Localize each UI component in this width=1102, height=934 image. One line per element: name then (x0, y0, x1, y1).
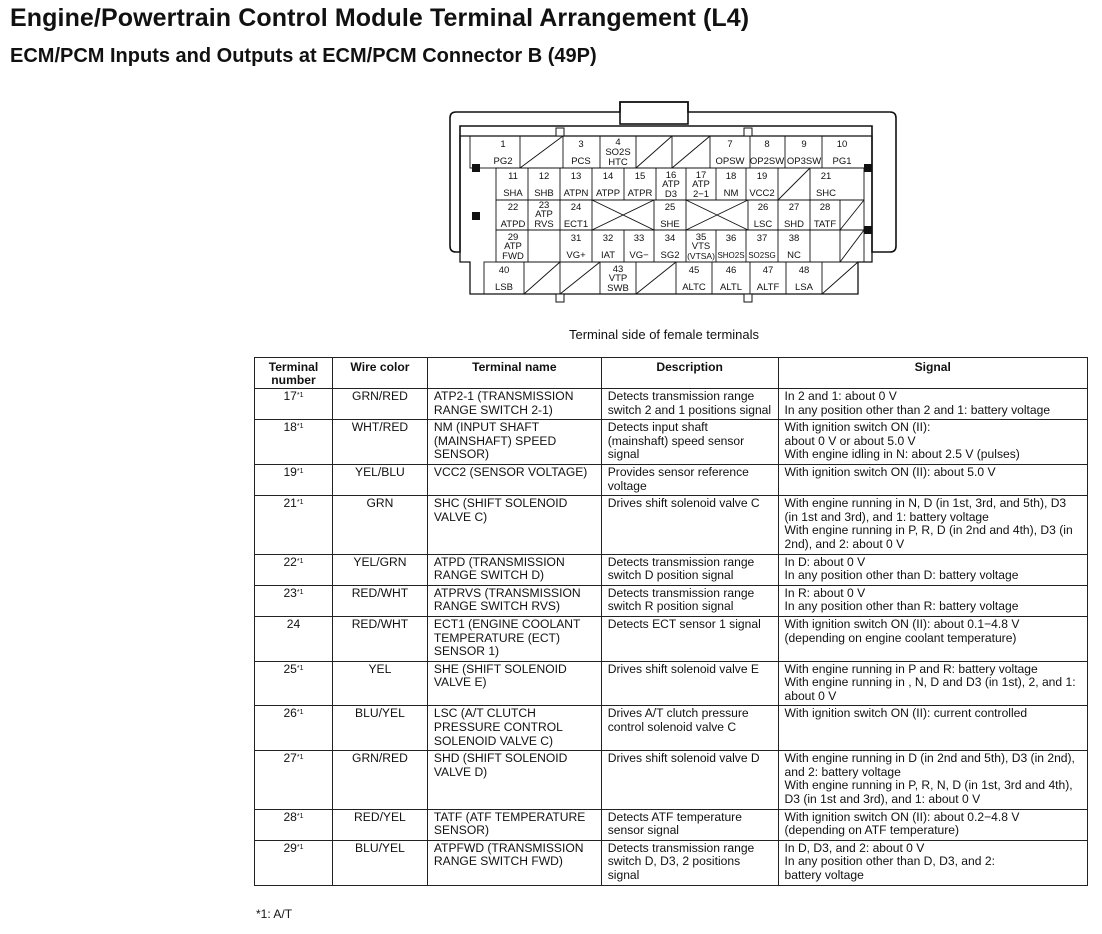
pin-label: SHC (815, 188, 837, 199)
pin-label: SG2 (660, 250, 680, 261)
signal-cell (778, 616, 1088, 661)
signal-line: In D: about 0 V (784, 554, 866, 569)
signal-cell (778, 554, 1088, 585)
terminal-number: 21 (283, 496, 297, 511)
pin-label: 2−1 (692, 189, 710, 200)
footnote-ref: *1 (296, 664, 304, 672)
footnote-ref: *1 (296, 843, 304, 851)
signal-cell (778, 809, 1088, 840)
footnote-ref: *1 (296, 392, 304, 399)
wire-color-cell: GRN (332, 496, 427, 554)
pin-label: ATPD (500, 219, 526, 230)
signal-line: With ignition switch ON (II): about 5.0 V (784, 464, 996, 479)
terminal-number: 17 (283, 389, 297, 403)
signal-line: With ignition switch ON (II): about 0.2−4.8 V (depending on ATF temperature) (784, 809, 1020, 838)
pin-label: PG2 (493, 156, 513, 167)
terminal-name-cell: ATPRVS (TRANSMISSION RANGE SWITCH RVS) (427, 585, 601, 616)
pin-number: 1 (500, 139, 506, 150)
wire-color-cell: YEL (332, 661, 427, 706)
pin-number: 32 (602, 233, 614, 244)
pin-number: 33 (633, 233, 645, 244)
wire-color-cell: GRN/RED (332, 389, 427, 420)
table-row (255, 809, 1088, 840)
footnote-ref: *1 (296, 588, 304, 596)
table-row (255, 751, 1088, 809)
description-cell: Detects transmission range switch D, D3, 2 positions signal (601, 840, 778, 885)
footnote: *1: A/T (256, 907, 293, 921)
terminal-name-cell: SHC (SHIFT SOLENOID VALVE C) (427, 496, 601, 554)
signal-cell (778, 706, 1088, 751)
pin-label: OP2SW (749, 156, 785, 167)
signal-line: With engine running in P, R, D (in 2nd and 4th), D3 (in 2nd), and 2: about 0 V (784, 523, 1073, 551)
description-cell: Drives shift solenoid valve E (601, 661, 778, 706)
terminal-number: 25 (283, 661, 297, 676)
pin-label: SHD (783, 219, 805, 230)
pin-number: 21 (820, 171, 832, 182)
pin-label: PG1 (832, 156, 852, 167)
pin-label: OPSW (715, 156, 745, 167)
terminal-number-cell (255, 420, 333, 465)
terminal-number-cell (255, 585, 333, 616)
description-cell: Detects transmission range switch D position signal (601, 554, 778, 585)
pin-label: ALTL (719, 282, 743, 293)
terminal-name-cell: ATPD (TRANSMISSION RANGE SWITCH D) (427, 554, 601, 585)
pin-number: 43 (612, 264, 624, 275)
terminal-number: 18 (283, 420, 297, 435)
table-header-row (255, 358, 1088, 389)
pin-label: PCS (571, 156, 591, 167)
signal-cell (778, 496, 1088, 554)
signal-line: With ignition switch ON (II): (784, 420, 931, 435)
header-wire-color: Wire color (332, 358, 427, 389)
table-row (255, 616, 1088, 661)
terminal-name-cell: NM (INPUT SHAFT (MAINSHAFT) SPEED SENSOR) (427, 420, 601, 465)
pin-label: VG− (629, 250, 649, 261)
pin-number: 36 (725, 233, 737, 244)
pin-number: 47 (762, 265, 774, 276)
signal-cell (778, 661, 1088, 706)
signal-line: In any position other than D: battery voltage (784, 568, 1019, 583)
table-row (255, 661, 1088, 706)
signal-cell (778, 585, 1088, 616)
pin-number: 24 (570, 202, 582, 213)
pin-number: 13 (570, 171, 582, 182)
wire-color-cell: YEL/BLU (332, 464, 427, 495)
pin-label: VTP (608, 273, 628, 284)
description-cell: Drives shift solenoid valve C (601, 496, 778, 554)
pin-label: LSC (753, 219, 773, 230)
pin-number: 19 (756, 171, 768, 182)
pin-number: 35 (695, 232, 707, 243)
signal-cell (778, 751, 1088, 809)
terminal-number: 19 (283, 464, 297, 479)
signal-line: With engine running in N, D (in 1st, 3rd, and 5th), D3 (in 1st and 3rd), and 1: battery voltage (784, 496, 1067, 524)
pin-label: HTC (608, 157, 628, 168)
signal-line: In 2 and 1: about 0 V (784, 389, 897, 403)
terminal-number: 22 (283, 554, 297, 569)
pin-number: 23 (538, 200, 550, 211)
footnote-ref: *1 (296, 423, 304, 431)
terminal-number-cell (255, 554, 333, 585)
terminal-number-cell (255, 496, 333, 554)
description-cell: Detects ATF temperature sensor signal (601, 809, 778, 840)
pin-label: ATPR (627, 188, 653, 199)
pin-label: LSA (795, 282, 813, 293)
pin-number: 15 (634, 171, 646, 182)
signal-line: In any position other than D, D3, and 2: (784, 854, 995, 869)
wire-color-cell: RED/YEL (332, 809, 427, 840)
signal-cell (778, 389, 1088, 420)
description-cell: Drives shift solenoid valve D (601, 751, 778, 809)
pin-label: ATP (692, 179, 710, 190)
signal-cell (778, 840, 1088, 885)
wire-color-cell: YEL/GRN (332, 554, 427, 585)
table-row (255, 420, 1088, 465)
table-row (255, 496, 1088, 554)
terminal-name-cell: ECT1 (ENGINE COOLANT TEMPERATURE (ECT) SENSOR 1) (427, 616, 601, 661)
table-body (255, 389, 1088, 886)
pin-number: 27 (788, 202, 800, 213)
pin-number: 38 (788, 233, 800, 244)
pin-label: NM (723, 188, 739, 199)
signal-line: In R: about 0 V (784, 585, 866, 600)
terminal-number-cell (255, 661, 333, 706)
pin-label: RVS (534, 219, 554, 230)
signal-line: battery voltage (784, 868, 864, 882)
signal-line: With engine idling in N: about 2.5 V (pulses) (784, 447, 1020, 462)
pin-label: SO2SG (748, 251, 776, 260)
signal-line: In any position other than 2 and 1: battery voltage (784, 402, 1051, 417)
description-cell: Detects ECT sensor 1 signal (601, 616, 778, 661)
signal-line: With engine running in D (in 2nd and 5th), D3 (in 2nd), and 2: battery voltage (784, 751, 1075, 779)
table-row (255, 706, 1088, 751)
description-cell: Detects transmission range switch R position signal (601, 585, 778, 616)
terminal-name-cell: LSC (A/T CLUTCH PRESSURE CONTROL SOLENOID VALVE C) (427, 706, 601, 751)
footnote-ref: *1 (296, 467, 304, 475)
pin-label: ATPN (563, 188, 589, 199)
pin-label: OP3SW (786, 156, 822, 167)
terminal-number: 27 (283, 751, 297, 766)
terminal-table (254, 357, 1088, 886)
terminal-number-cell (255, 840, 333, 885)
pin-label: ATP (504, 241, 522, 252)
table-row (255, 554, 1088, 585)
table-row (255, 585, 1088, 616)
wire-color-cell: RED/WHT (332, 616, 427, 661)
wire-color-cell: GRN/RED (332, 751, 427, 809)
signal-line: With engine running in , N, D and D3 (in 1st), 2, and 1: about 0 V (784, 675, 1076, 703)
pin-number: 10 (836, 139, 848, 150)
pin-label: SO2S (605, 147, 631, 158)
terminal-number: 29 (283, 840, 297, 855)
pin-label: IAT (600, 250, 616, 261)
signal-line: In D, D3, and 2: about 0 V (784, 840, 925, 855)
terminal-number-cell (255, 464, 333, 495)
description-cell: Detects input shaft (mainshaft) speed sensor signal (601, 420, 778, 465)
pin-number: 40 (498, 265, 510, 276)
pin-number: 26 (757, 202, 769, 213)
table-row (255, 840, 1088, 885)
terminal-number-cell (255, 751, 333, 809)
signal-cell (778, 464, 1088, 495)
terminal-name-cell: ATPFWD (TRANSMISSION RANGE SWITCH FWD) (427, 840, 601, 885)
page-subtitle: ECM/PCM Inputs and Outputs at ECM/PCM Connector B (49P) (10, 45, 597, 67)
table-row (255, 389, 1088, 420)
pin-label: ATP (662, 179, 680, 190)
pin-label: LSB (495, 282, 513, 293)
pin-label: FWD (502, 251, 524, 262)
pin-number: 9 (801, 139, 807, 150)
pin-number: 16 (665, 170, 677, 181)
terminal-name-cell: SHE (SHIFT SOLENOID VALVE E) (427, 661, 601, 706)
pin-label: SWB (607, 283, 629, 294)
pin-label: SHB (534, 188, 554, 199)
footnote-ref: *1 (296, 812, 304, 820)
signal-line: With ignition switch ON (II): current controlled (784, 706, 1028, 721)
pin-label: D3 (664, 189, 678, 200)
pin-number: 46 (725, 265, 737, 276)
terminal-number: 23 (283, 585, 297, 600)
wire-color-cell: WHT/RED (332, 420, 427, 465)
pin-label: ALTF (756, 282, 780, 293)
terminal-number-cell (255, 616, 333, 661)
pin-number: 17 (695, 170, 707, 181)
pin-label: (VTSA) (687, 251, 715, 261)
terminal-number: 24 (286, 616, 301, 631)
diagram-caption: Terminal side of female terminals (569, 327, 760, 342)
pin-number: 22 (507, 202, 519, 213)
terminal-name-cell: ATP2-1 (TRANSMISSION RANGE SWITCH 2-1) (427, 389, 601, 420)
pin-label: SHE (660, 219, 680, 230)
terminal-number-cell (255, 389, 333, 420)
description-cell: Provides sensor reference voltage (601, 464, 778, 495)
pin-number: 3 (578, 139, 584, 150)
page-title: Engine/Powertrain Control Module Terminal Arrangement (L4) (10, 4, 750, 32)
pin-number: 37 (756, 233, 768, 244)
pin-number: 7 (727, 139, 733, 150)
header-terminal-number: Terminal number (255, 358, 333, 389)
pin-label: SHO2S (717, 251, 745, 260)
pin-label: ECT1 (563, 219, 589, 230)
description-cell: Detects transmission range switch 2 and 1 positions signal (601, 389, 778, 420)
signal-line: With engine running in P and R: battery voltage (784, 661, 1038, 676)
pin-number: 4 (615, 137, 621, 148)
pin-label: NC (787, 250, 801, 261)
terminal-number-cell (255, 809, 333, 840)
header-terminal-name: Terminal name (427, 358, 601, 389)
pin-label: TATF (813, 219, 837, 230)
pin-number: 14 (602, 171, 614, 182)
pin-number: 29 (507, 232, 519, 243)
footnote-ref: *1 (296, 754, 304, 762)
signal-line: With engine running in P, R, N, D (in 1st, 3rd and 4th), D3 (in 1st and 3rd), and 1: about 0 V (784, 778, 1073, 807)
pin-label: VCC2 (749, 188, 775, 199)
pin-label: SHA (503, 188, 523, 199)
terminal-name-cell: SHD (SHIFT SOLENOID VALVE D) (427, 751, 601, 809)
pin-number: 34 (664, 233, 676, 244)
pin-number: 48 (798, 265, 810, 276)
signal-line: about 0 V or about 5.0 V (784, 433, 916, 448)
wire-color-cell: BLU/YEL (332, 840, 427, 885)
footnote-ref: *1 (296, 499, 304, 507)
pin-label: ATPP (595, 188, 621, 199)
header-signal: Signal (778, 358, 1088, 389)
pin-label: VG+ (566, 250, 586, 261)
terminal-number: 26 (283, 706, 297, 721)
signal-cell (778, 420, 1088, 465)
pin-label: ATP (535, 209, 553, 220)
pin-label: VTS (691, 241, 711, 252)
connector-diagram (440, 98, 900, 308)
footnote-ref: *1 (296, 557, 304, 565)
signal-line: With ignition switch ON (II): about 0.1−4.8 V (depending on engine coolant temperature) (784, 616, 1020, 645)
wire-color-cell: RED/WHT (332, 585, 427, 616)
signal-line: In any position other than R: battery voltage (784, 599, 1019, 614)
pin-number: 31 (570, 233, 582, 244)
pin-number: 25 (664, 202, 676, 213)
wire-color-cell: BLU/YEL (332, 706, 427, 751)
terminal-number-cell (255, 706, 333, 751)
description-cell: Drives A/T clutch pressure control solenoid valve C (601, 706, 778, 751)
pin-label: ALTC (682, 282, 706, 293)
terminal-number: 28 (283, 809, 297, 824)
header-description: Description (601, 358, 778, 389)
pin-number: 28 (819, 202, 831, 213)
pin-number: 18 (725, 171, 737, 182)
table-row (255, 464, 1088, 495)
terminal-name-cell: VCC2 (SENSOR VOLTAGE) (427, 464, 601, 495)
terminal-name-cell: TATF (ATF TEMPERATURE SENSOR) (427, 809, 601, 840)
footnote-ref: *1 (296, 709, 304, 717)
pin-number: 11 (508, 171, 518, 182)
pin-number: 45 (688, 265, 700, 276)
pin-number: 12 (538, 171, 550, 182)
pin-number: 8 (764, 139, 770, 150)
